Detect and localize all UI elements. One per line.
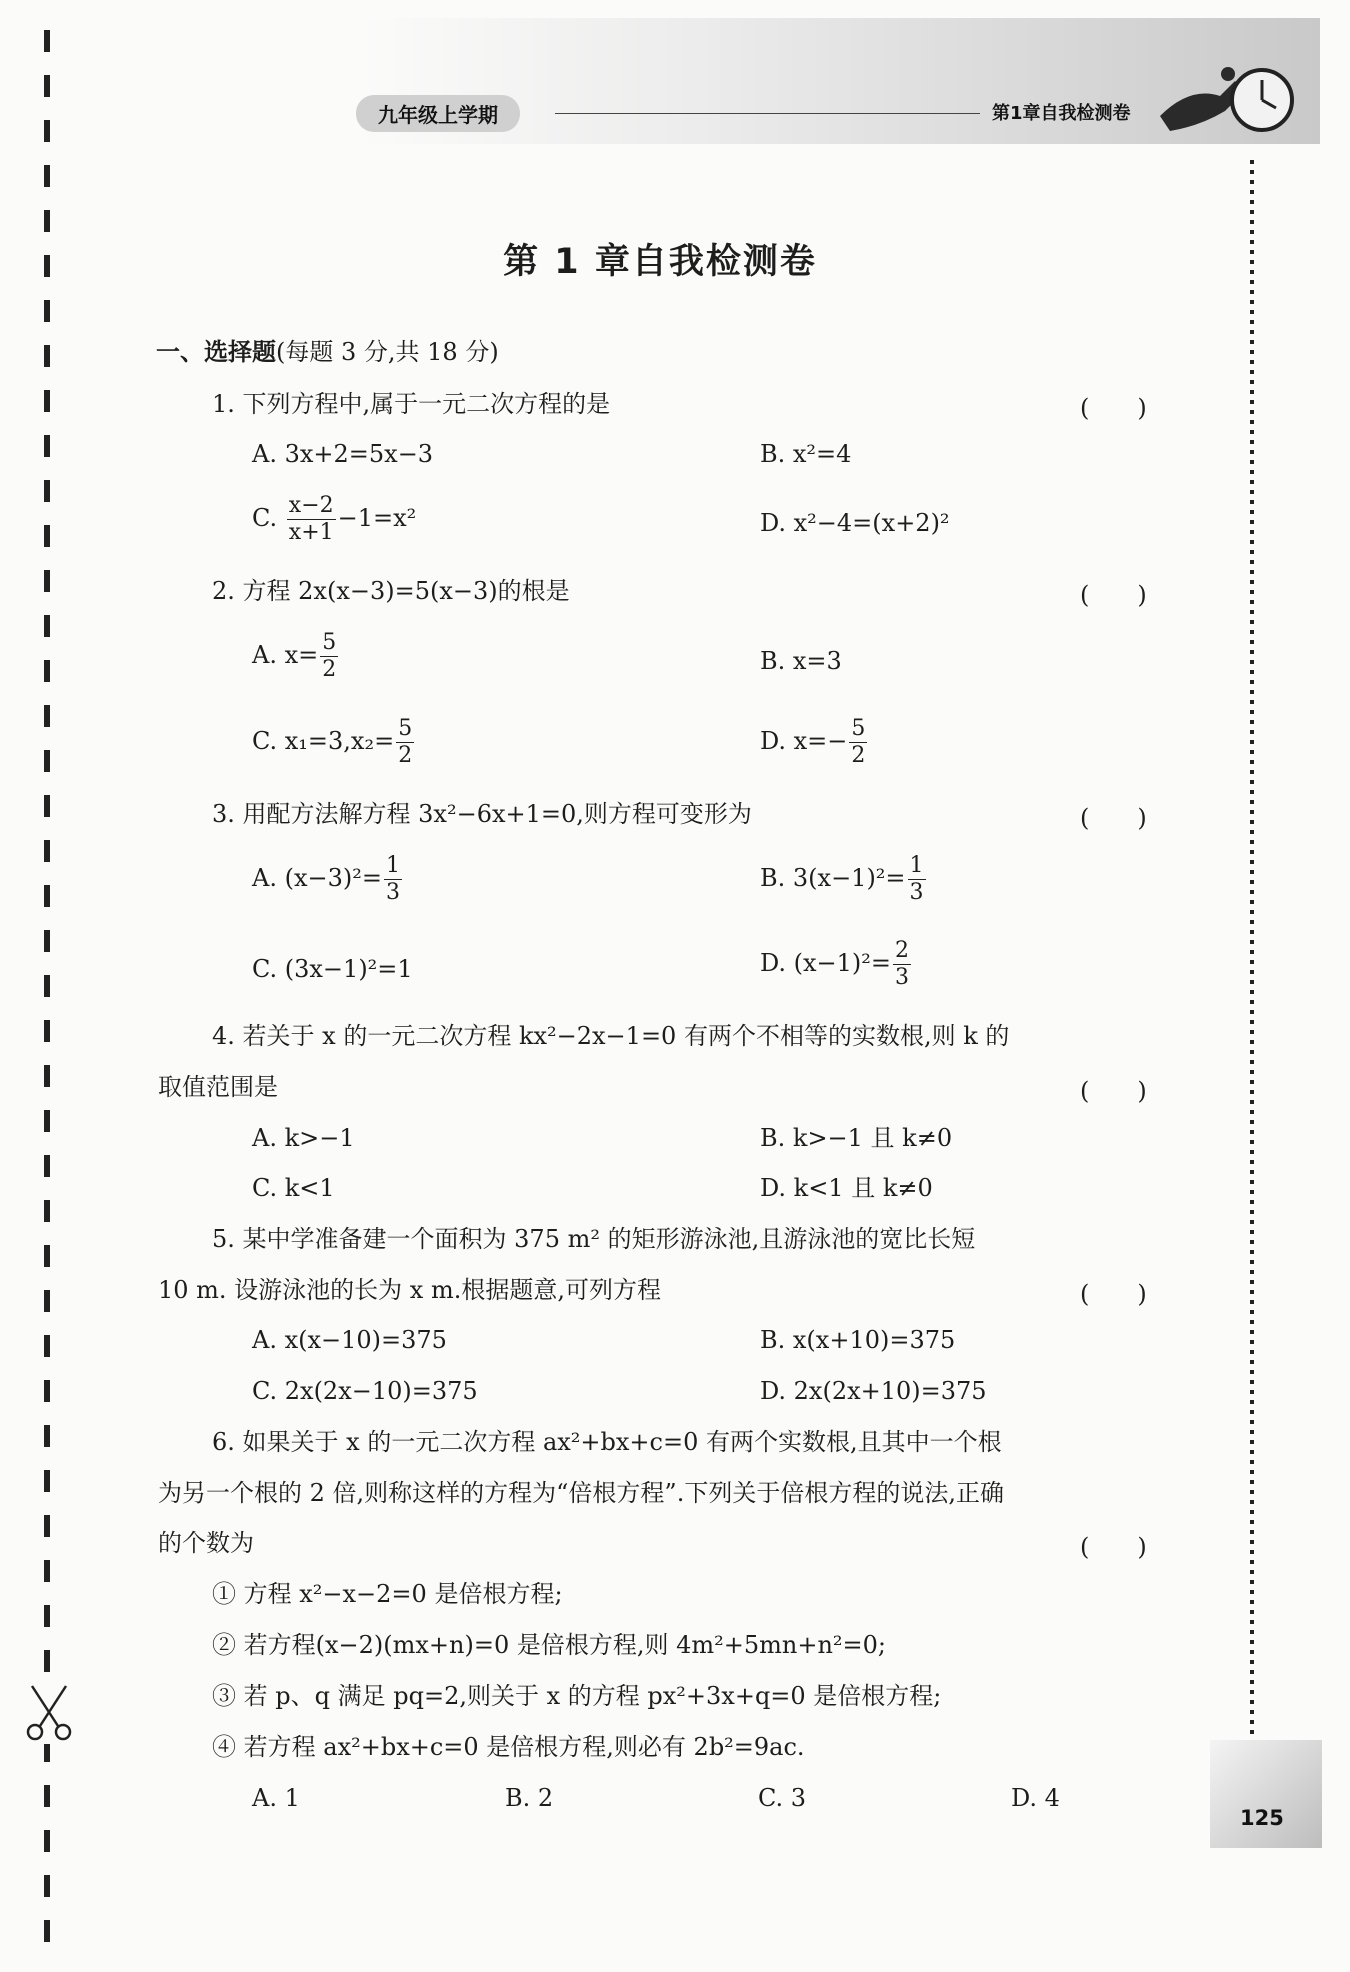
q3-b-fraction: $\frac{1}{3}$	[909, 853, 924, 905]
q3-option-b: B. 3(x−1)²= $\frac{1}{3}$	[760, 853, 924, 905]
q5-option-a: A. x(x−10)=375	[252, 1326, 447, 1354]
q6-stem-line1: 6. 如果关于 x 的一元二次方程 ax²+bx+c=0 有两个实数根,且其中一个根	[212, 1428, 1002, 1456]
q2-option-c: C. x₁=3,x₂= $\frac{5}{2}$	[252, 716, 413, 768]
q6-stem-line2: 为另一个根的 2 倍,则称这样的方程为“倍根方程”.下列关于倍根方程的说法,正确	[158, 1479, 1004, 1507]
runner-clock-icon	[1150, 56, 1300, 146]
q2-stem: 2. 方程 2x(x−3)=5(x−3)的根是	[212, 577, 570, 605]
q6-statement-4: ④ 若方程 ax²+bx+c=0 是倍根方程,则必有 2b²=9ac.	[212, 1733, 805, 1761]
q1-option-c: C. $\frac{x-2}{x+1}$ −1=x²	[252, 493, 417, 545]
q1-option-a: A. 3x+2=5x−3	[252, 440, 434, 468]
q3-option-a: A. (x−3)²= $\frac{1}{3}$	[252, 853, 400, 905]
q2-a-fraction: $\frac{5}{2}$	[322, 630, 337, 682]
q1-option-d: D. x²−4=(x+2)²	[760, 509, 950, 537]
q6-option-d: D. 4	[1011, 1784, 1060, 1812]
q6-option-c: C. 3	[758, 1784, 807, 1812]
section-label: 一、选择题	[156, 338, 276, 366]
q6-statement-2: ② 若方程(x−2)(mx+n)=0 是倍根方程,则 4m²+5mn+n²=0;	[212, 1631, 887, 1659]
q6-option-b: B. 2	[505, 1784, 554, 1812]
q2-option-d: D. x=− $\frac{5}{2}$	[760, 716, 866, 768]
dotted-margin-line	[1250, 160, 1254, 1750]
q6-statement-1: ① 方程 x²−x−2=0 是倍根方程;	[212, 1580, 563, 1608]
q6-statement-3: ③ 若 p、q 满足 pq=2,则关于 x 的方程 px²+3x+q=0 是倍根方程;	[212, 1682, 942, 1710]
q1-stem: 1. 下列方程中,属于一元二次方程的是	[212, 390, 611, 418]
section-heading	[156, 336, 499, 368]
q6-option-a: A. 1	[252, 1784, 300, 1812]
cut-line	[44, 30, 50, 1950]
q2-option-a: A. x= $\frac{5}{2}$	[252, 630, 337, 682]
q2-c-fraction: $\frac{5}{2}$	[398, 716, 413, 768]
scissors-icon	[18, 1682, 80, 1744]
q4-option-b: B. k>−1 且 k≠0	[760, 1124, 953, 1152]
q5-stem-line2: 10 m. 设游泳池的长为 x m.根据题意,可列方程	[158, 1276, 661, 1304]
q3-a-fraction: $\frac{1}{3}$	[385, 853, 400, 905]
q2-answer-blank: ( )	[1080, 581, 1147, 609]
q5-stem-line1: 5. 某中学准备建一个面积为 375 m² 的矩形游泳池,且游泳池的宽比长短	[212, 1225, 976, 1253]
q4-option-d: D. k<1 且 k≠0	[760, 1174, 933, 1202]
q3-stem: 3. 用配方法解方程 3x²−6x+1=0,则方程可变形为	[212, 800, 752, 828]
header-grade-label: 九年级上学期	[356, 95, 520, 132]
q1-option-b: B. x²=4	[760, 440, 852, 468]
header-divider	[555, 113, 980, 114]
page-number-tab	[1210, 1740, 1322, 1848]
q5-option-c: C. 2x(2x−10)=375	[252, 1377, 478, 1405]
q6-answer-blank: ( )	[1080, 1533, 1147, 1561]
section-note: (每题 3 分,共 18 分)	[276, 338, 499, 366]
q5-option-b: B. x(x+10)=375	[760, 1326, 956, 1354]
q1-c-fraction: $\frac{x-2}{x+1}$	[288, 493, 334, 545]
header-chapter-label: 第1章自我检测卷	[992, 103, 1131, 124]
q5-option-d: D. 2x(2x+10)=375	[760, 1377, 987, 1405]
q3-option-d: D. (x−1)²= $\frac{2}{3}$	[760, 938, 910, 990]
q4-answer-blank: ( )	[1080, 1077, 1147, 1105]
q4-option-c: C. k<1	[252, 1174, 335, 1202]
q2-option-b: B. x=3	[760, 647, 842, 675]
q6-stem-line3: 的个数为	[158, 1529, 254, 1557]
page-number: 125	[1240, 1806, 1284, 1830]
page-title: 第 1 章自我检测卷	[503, 242, 817, 282]
q3-option-c: C. (3x−1)²=1	[252, 955, 413, 983]
q1-answer-blank: ( )	[1080, 394, 1147, 422]
q3-answer-blank: ( )	[1080, 804, 1147, 832]
q4-stem-line1: 4. 若关于 x 的一元二次方程 kx²−2x−1=0 有两个不相等的实数根,则 k 的	[212, 1022, 1010, 1050]
q2-d-fraction: $\frac{5}{2}$	[851, 716, 866, 768]
q4-option-a: A. k>−1	[252, 1124, 355, 1152]
q5-answer-blank: ( )	[1080, 1280, 1147, 1308]
q3-d-fraction: $\frac{2}{3}$	[895, 938, 910, 990]
q4-stem-line2: 取值范围是	[158, 1073, 278, 1101]
